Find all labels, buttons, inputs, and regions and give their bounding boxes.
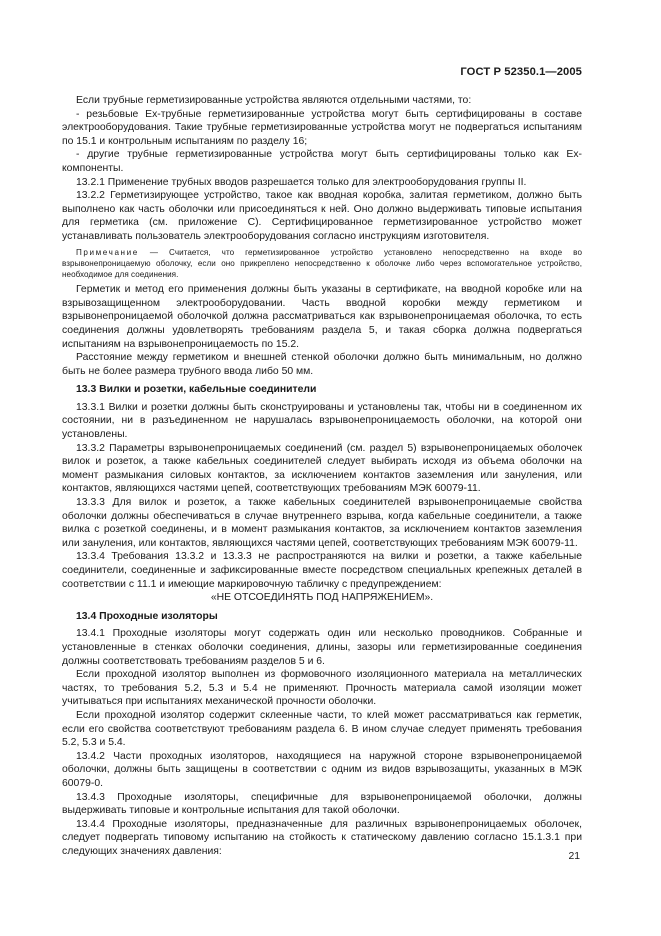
paragraph: 13.3.2 Параметры взрывонепроницаемых соединений (см. раздел 5) взрывонепроницаемых оболочек вилок и розеток, а также кабельных соединителей следует выбирать исходя из объема оболочки на момент размыкания силовых контактов, за исключением контактов заземления или зануления, или контактов, являющихся частями цепей, соответствующих требованиям МЭК 60079-11.	[62, 442, 582, 495]
paragraph: 13.4.1 Проходные изоляторы могут содержать один или несколько проводников. Собранные и установленные в стенках оболочки соединения, длины, зазоры или герметизированные соединения должны соответствовать требованиям разделов 5 и 6.	[62, 628, 582, 667]
paragraph: 13.3.4 Требования 13.3.2 и 13.3.3 не распространяются на вилки и розетки, а также кабельные соединители, соединенные и зафиксированные вместе посредством специальных крепежных деталей в соответствии с 11.1 и имеющие маркировочную табличку с предупреждением:	[62, 551, 582, 590]
paragraph: 13.2.2 Герметизирующее устройство, такое как вводная коробка, залитая герметиком, должно быть выполнено как часть оболочки или присоединяться к ней. Оно должно выдерживать типовые испытания для герметика (см. приложение С). Сертифицированное герметизированное устройство может устанавливать пользователь электрооборудования согласно инструкциям изготовителя.	[62, 190, 582, 242]
warning-label: «НЕ ОТСОЕДИНЯТЬ ПОД НАПРЯЖЕНИЕМ».	[210, 592, 434, 604]
paragraph: 13.4.4 Проходные изоляторы, предназначенные для различных взрывонепроницаемых оболочек, следует подвергать типовому испытанию на стойкость к статическому давлению согласно 15.1.3.1 при следующих значениях давления:	[62, 818, 582, 857]
paragraph: 13.4.3 Проходные изоляторы, специфичные для взрывонепроницаемой оболочки, должны выдерживать типовые и контрольные испытания для такой оболочки.	[62, 791, 582, 817]
paragraph: Герметик и метод его применения должны быть указаны в сертификате, на вводной коробке или на взрывозащищенном электрооборудовании. Часть вводной коробки между герметиком и взрывонепроницаемой оболочкой должна рассматриваться как взрывонепроницаемая оболочка, то есть соединения должны удовлетворять требованиям раздела 5, и такая сборка должна подвергаться испытаниям на взрывонепроницаемость по 15.2.	[62, 284, 582, 350]
paragraph: 13.3.1 Вилки и розетки должны быть сконструированы и установлены так, чтобы ни в соединенном их состоянии, ни в разъединенном не нарушалась взрывонепроницаемость оболочки, на которой они установлены.	[62, 401, 582, 441]
document-body	[62, 94, 582, 858]
paragraph: - резьбовые Ех-трубные герметизированные устройства могут быть сертифицированы в составе электрооборудования. Такие трубные герметизированные устройства могут не подвергаться испытаниям по 15.1 и контрольным испытаниям по разделу 16;	[62, 108, 582, 147]
note-text: — Считается, что герметизированное устройство установлено непосредственно на входе во взрывонепроницаемую оболочку, если оно прикреплено непосредственно к оболочке либо через вспомогательное устройство, необходимое для соединения.	[62, 247, 582, 279]
section-heading-13-3: 13.3 Вилки и розетки, кабельные соединители	[76, 384, 317, 396]
note	[62, 247, 582, 281]
page-number: 21	[568, 851, 580, 862]
paragraph: Расстояние между герметиком и внешней стенкой оболочки должно быть минимальным, но должно быть не более размера трубного ввода либо 50 мм.	[62, 352, 582, 377]
paragraph: - другие трубные герметизированные устройства могут быть сертифицированы только как Ех-компоненты.	[62, 149, 582, 174]
paragraph: 13.4.2 Части проходных изоляторов, находящиеся на наружной стороне взрывонепроницаемой оболочки, должны быть защищены в соответствии с одним из видов взрывозащиты, указанных в МЭК 60079-0.	[62, 750, 582, 789]
section-heading-13-4: 13.4 Проходные изоляторы	[76, 610, 218, 622]
paragraph: 13.2.1 Применение трубных вводов разрешается только для электрооборудования группы II.	[76, 176, 527, 188]
paragraph: Если проходной изолятор выполнен из формовочного изоляционного материала на металлических частях, то требования 5.2, 5.3 и 5.4 не применяют. Прочность материала самой изоляции может учитываться при испытаниях механической прочности оболочки.	[62, 669, 582, 708]
document-header: ГОСТ Р 52350.1—2005	[460, 66, 582, 78]
note-label: Примечание	[76, 247, 139, 257]
paragraph: Если трубные герметизированные устройства являются отдельными частями, то:	[76, 95, 472, 106]
paragraph: Если проходной изолятор содержит склеенные части, то клей может рассматриваться как герметик, если его свойства соответствуют требованиям раздела 6. В ином случае следует применять требования 5.2, 5.3 и 5.4.	[62, 709, 582, 749]
paragraph: 13.3.3 Для вилок и розеток, а также кабельных соединителей взрывонепроницаемые свойства оболочки должны обеспечиваться в случае внутреннего взрыва, когда кабельные соединители, а также вилка с розеткой соединены, и в момент размыкания контактов, за исключением контактов заземления или зануления, или контактов, являющихся частями цепей, соответствующих требованиям МЭК 60079-11.	[62, 497, 582, 549]
